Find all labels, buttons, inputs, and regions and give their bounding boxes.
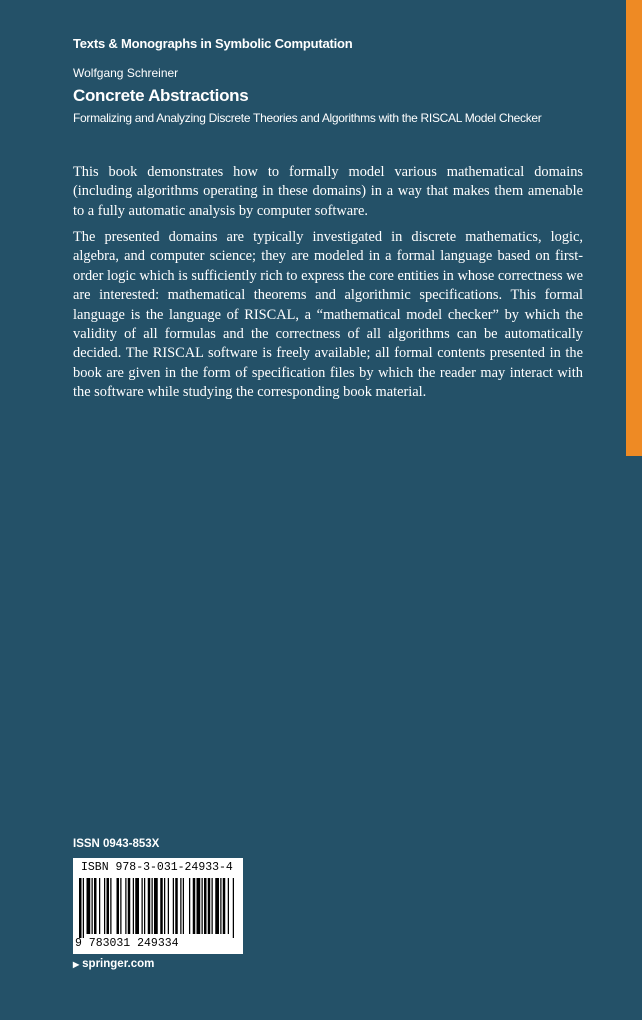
barcode-bar [148,878,151,934]
barcode-bar [107,878,110,934]
barcode-bar [92,878,93,934]
barcode-bar [197,878,201,934]
barcode-bar [144,878,145,934]
barcode-bar [117,878,120,934]
barcode-bar [152,878,153,934]
series-name: Texts & Monographs in Symbolic Computation [73,36,353,51]
book-title: Concrete Abstractions [73,86,249,105]
barcode-bar [193,878,196,934]
barcode-bar [94,878,97,934]
barcode-bar [175,878,178,934]
barcode-bar [154,878,158,934]
barcode-bar [220,878,221,934]
triangle-icon: ▶ [73,960,80,969]
barcode-bars [79,878,237,938]
barcode-bar [135,878,139,934]
ean-digits: 9 783031 249334 [75,937,179,950]
barcode-bar [87,878,91,934]
barcode-bar [160,878,163,934]
blurb-paragraph-2: The presented domains are typically investigated in discrete mathematics, logic, algebra, and computer science; they are modeled in a formal language based on first-order logic which is sufficiently rich to express the core entities in whose correctness we are interested: mathematical theorems and algorithmic specifications. This formal language is the language of RISCAL, a “mathematical model checker” by which the validity of all formulas and the correctness of all algorithms can be automatically decided. The RISCAL software is freely available; all formal contents presented in the book are given in the form of specification files by which the reader may interact with the software while studying the corresponding book material. [73,229,583,401]
isbn-text: ISBN 978-3-031-24933-4 [81,861,233,874]
barcode-bar [223,878,226,934]
barcode-bar [204,878,207,934]
blurb-paragraph-1: This book demonstrates how to formally model various mathematical domains (including algorithms operating in these domains) in a way that makes them amenable to a fully automatic analysis by computer software. [73,164,583,219]
barcode-bar [125,878,126,934]
orange-spine-bar [626,0,642,456]
book-subtitle: Formalizing and Analyzing Discrete Theories and Algorithms with the RISCAL Model Checker [73,111,542,125]
barcode-bar [168,878,169,934]
barcode-bar [128,878,131,934]
barcode-bar [228,878,229,934]
isbn-barcode [73,858,243,954]
barcode-bar [99,878,100,934]
barcode-bar [120,878,121,934]
barcode-bar [110,878,111,934]
publisher-url-text: springer.com [82,958,155,970]
barcode-bar [173,878,174,934]
barcode-bar [142,878,143,934]
barcode-bar [189,878,190,934]
barcode-bar [202,878,203,934]
author-name: Wolfgang Schreiner [73,66,179,80]
barcode-bar [233,878,234,938]
barcode-bar [83,878,84,938]
barcode-bar [183,878,184,934]
issn-label: ISSN 0943-853X [73,838,160,850]
publisher-url[interactable] [73,958,154,970]
barcode-bar [215,878,219,934]
barcode-bar [79,878,82,938]
barcode-bar [208,878,211,934]
barcode-bar [212,878,213,934]
barcode-bar [133,878,134,934]
barcode-bar [104,878,105,934]
barcode-bar [180,878,181,934]
barcode-bar [164,878,165,934]
